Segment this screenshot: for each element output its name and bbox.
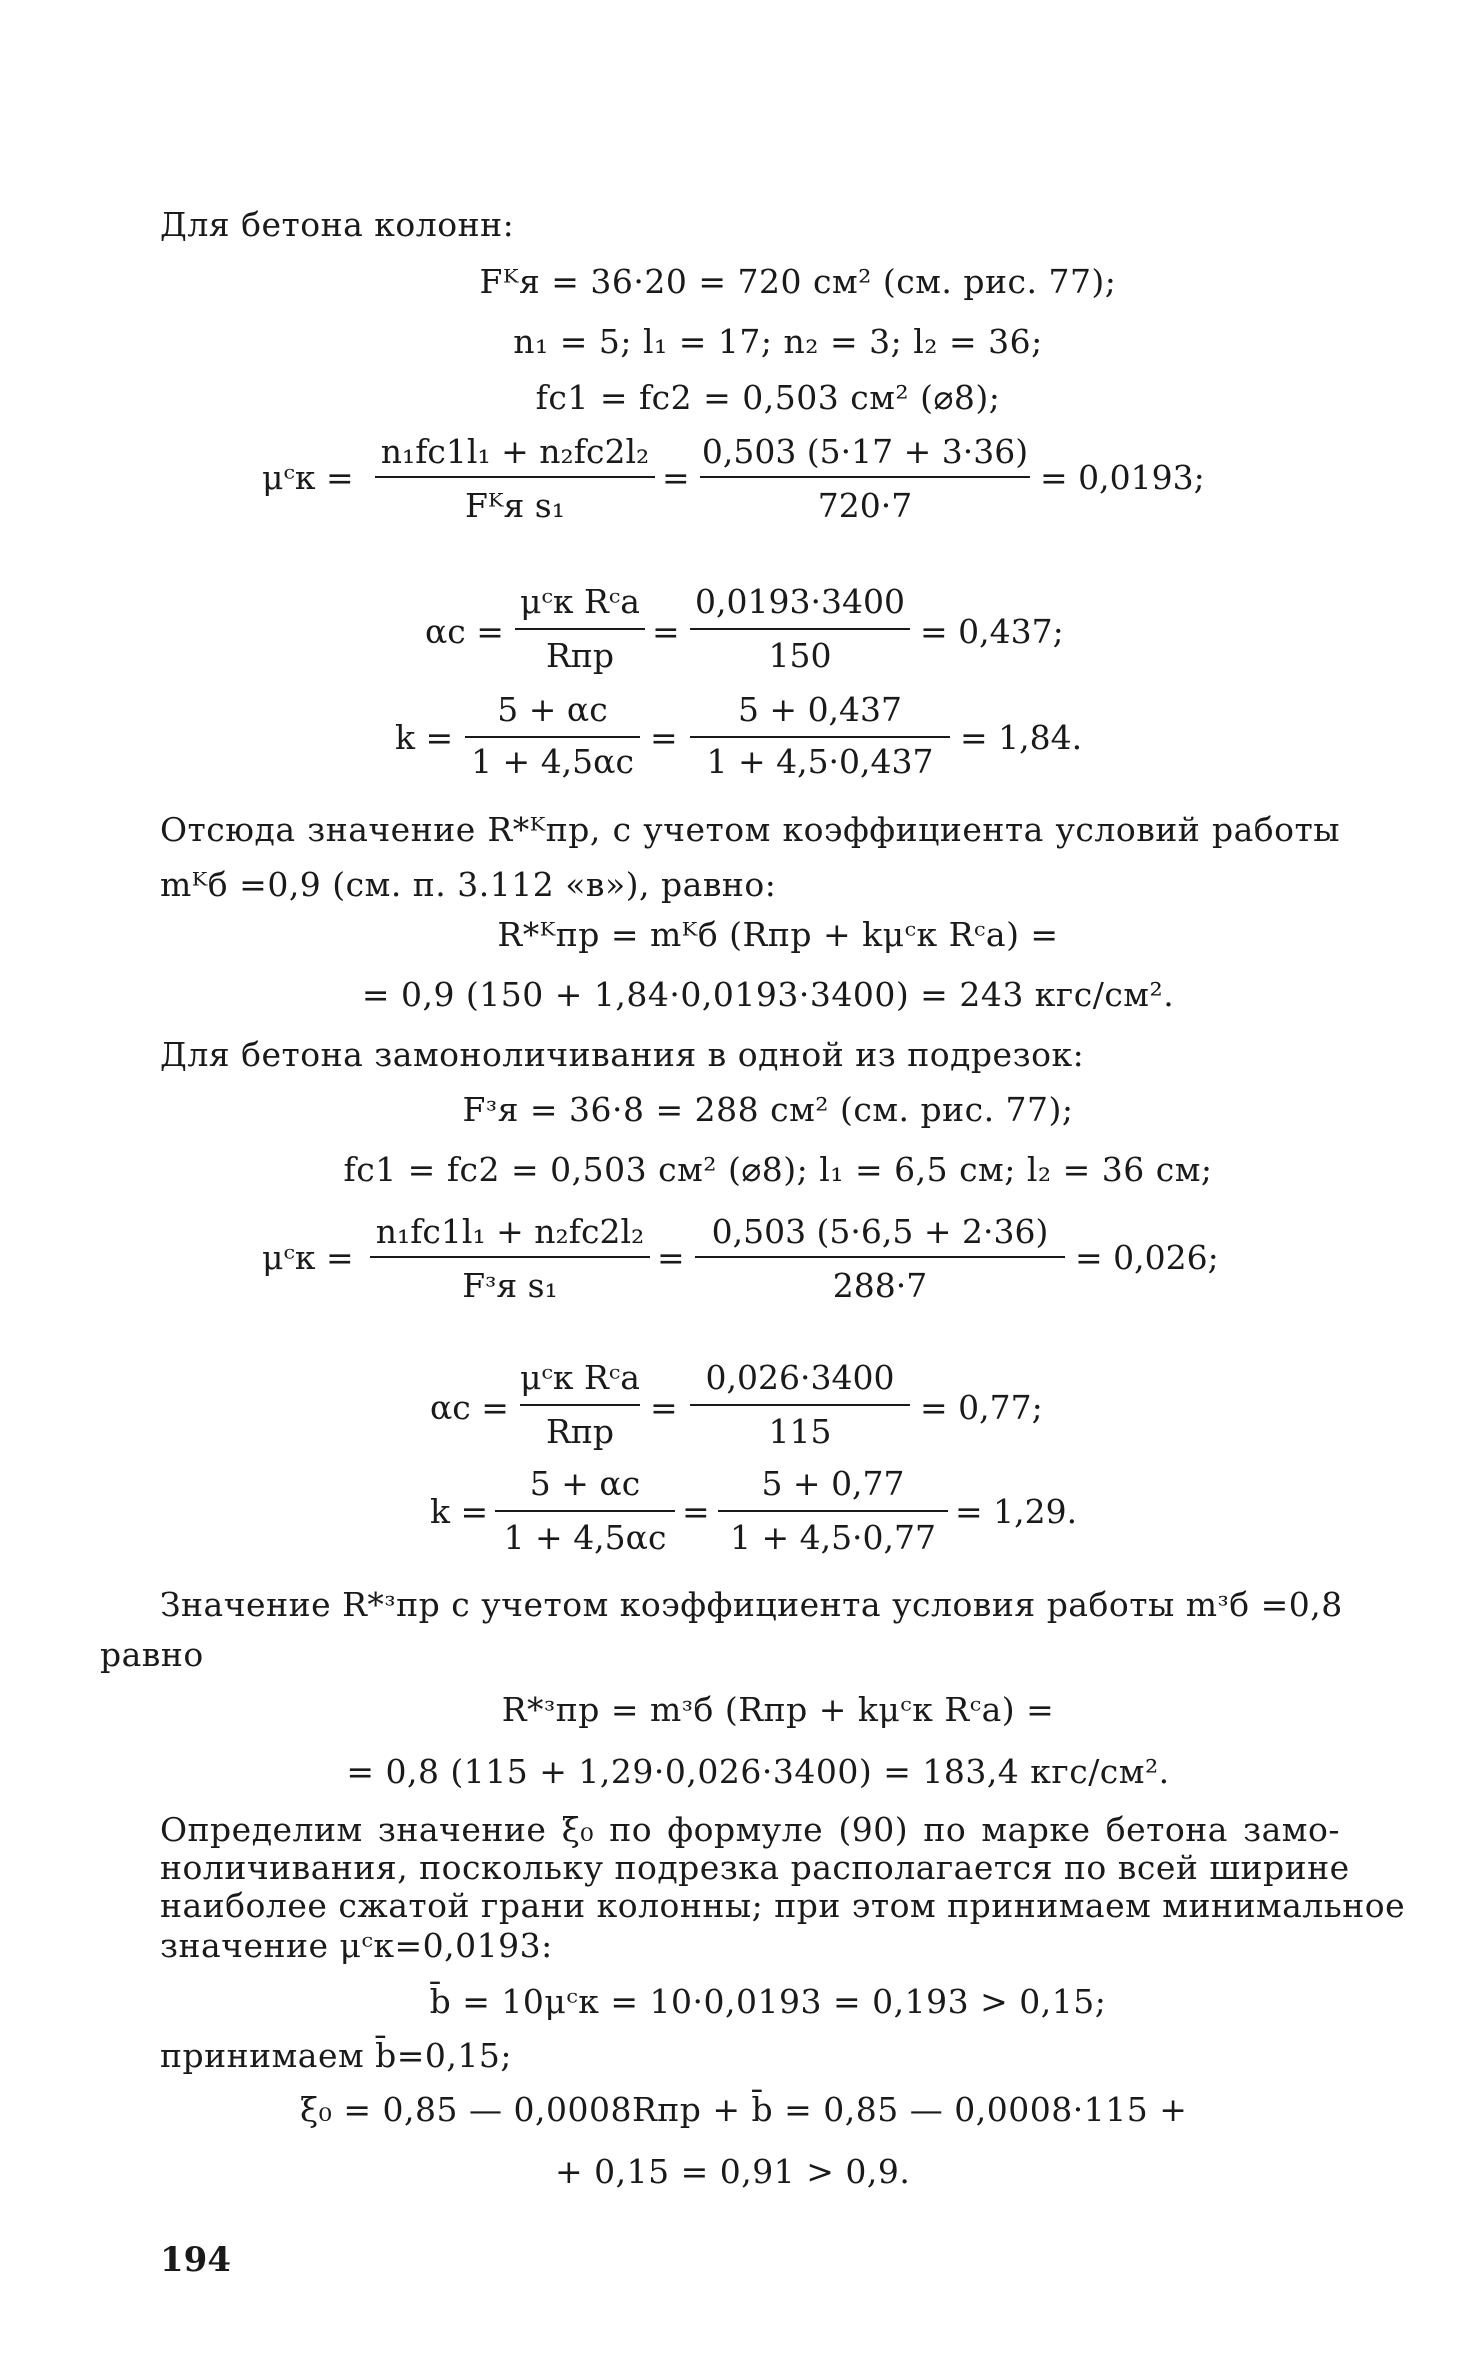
k-z-lhs: k = [430,1492,489,1531]
mu-z-lhs: μᶜк = [262,1238,354,1277]
eq-R-columns-1: R*ᴷпр = mᴷб (Rпр + kμᶜк Rᶜа) = [497,915,1059,954]
k-z-denominator: 1 + 4,5αс [503,1518,667,1557]
alpha-denominator: Rпр [546,636,614,675]
paragraph-line-3: наиболее сжатой грани колонны; при этом принимаем минимальное [160,1886,1406,1925]
mu-k-denominator: Fᴷя s₁ [465,486,565,525]
eq-xi-2: + 0,15 = 0,91 > 0,9. [555,2152,911,2191]
mu-z-numerator-values: 0,503 (5·6,5 + 2·36) [711,1212,1049,1251]
fraction-bar [370,1256,650,1258]
alpha-z-denominator-values: 115 [768,1412,832,1451]
eq-area-columns: Fᴷя = 36·20 = 720 см² (см. рис. 77); [479,262,1117,301]
mu-k-numerator: n₁fс1l₁ + n₂fс2l₂ [380,432,650,471]
k-denominator: 1 + 4,5αс [471,742,634,781]
paragraph-line-4: значение μᶜк=0,0193: [160,1926,553,1965]
fraction-bar [690,1404,910,1406]
k-denominator-values: 1 + 4,5·0,437 [706,742,934,781]
alpha-result: = 0,437; [920,612,1064,651]
eq-bar-area-monolith: fс1 = fс2 = 0,503 см² (⌀8); l₁ = 6,5 см; l₂ = 36 см; [343,1150,1213,1189]
equals-sign: = [662,458,690,497]
text-hence-value-cont: mᴷб =0,9 (см. п. 3.112 «в»), равно: [160,865,777,904]
k-z-numerator-values: 5 + 0,77 [761,1464,905,1503]
fraction-bar [718,1510,948,1512]
mu-z-denominator-values: 288·7 [832,1266,928,1305]
equals-sign: = [650,1388,678,1427]
eq-xi-1: ξ₀ = 0,85 — 0,0008Rпр + b̄ = 0,85 — 0,0008·115 + [300,2090,1188,2129]
equals-sign: = [682,1492,710,1531]
k-numerator-values: 5 + 0,437 [737,690,903,729]
fraction-bar [465,736,640,738]
eq-area-monolith: Fᶟя = 36·8 = 288 см² (см. рис. 77); [462,1090,1074,1129]
equals-sign: = [652,612,680,651]
eq-R-columns-2: = 0,9 (150 + 1,84·0,0193·3400) = 243 кгс/см². [361,975,1175,1014]
eq-R-monolith-2: = 0,8 (115 + 1,29·0,026·3400) = 183,4 кгс/см². [346,1752,1170,1791]
mu-z-result: = 0,026; [1075,1238,1219,1277]
fraction-bar [515,628,645,630]
mu-z-numerator: n₁fс1l₁ + n₂fс2l₂ [375,1212,645,1251]
fraction-bar [375,476,655,478]
fraction-bar [690,736,950,738]
alpha-lhs: αс = [425,612,504,651]
mu-k-result: = 0,0193; [1040,458,1205,497]
heading-columns: Для бетона колонн: [160,205,515,244]
alpha-numerator: μᶜк Rᶜа [520,582,640,621]
paragraph-line-1: Определим значение ξ₀ по формуле (90) по марке бетона замо- [160,1810,1340,1849]
alpha-z-result: = 0,77; [920,1388,1043,1427]
alpha-z-numerator-values: 0,026·3400 [705,1358,895,1397]
fraction-bar [495,1510,675,1512]
fraction-bar [695,1256,1065,1258]
mu-k-denominator-values: 720·7 [817,486,913,525]
mu-z-denominator: Fᶟя s₁ [462,1266,558,1305]
eq-b: b̄ = 10μᶜк = 10·0,0193 = 0,193 > 0,15; [429,1982,1107,2021]
k-lhs: k = [395,718,454,757]
text-value-monolith-cont: равно [100,1635,204,1674]
eq-bar-area: fс1 = fс2 = 0,503 см² (⌀8); [535,378,1001,417]
equals-sign: = [650,718,678,757]
text-hence-value: Отсюда значение R*ᴷпр, с учетом коэффициента условий работы [160,810,1340,849]
eq-bar-counts: n₁ = 5; l₁ = 17; n₂ = 3; l₂ = 36; [513,322,1043,361]
k-z-denominator-values: 1 + 4,5·0,77 [729,1518,937,1557]
paragraph-line-2: ноличивания, поскольку подрезка располагается по всей ширине [160,1848,1350,1887]
alpha-z-numerator: μᶜк Rᶜа [520,1358,640,1397]
k-result: = 1,84. [960,718,1083,757]
mu-k-lhs: μᶜк = [262,458,354,497]
mu-k-numerator-values: 0,503 (5·17 + 3·36) [701,432,1029,471]
alpha-z-denominator: Rпр [546,1412,614,1451]
k-z-numerator: 5 + αс [529,1464,641,1503]
k-z-result: = 1,29. [955,1492,1078,1531]
alpha-z-lhs: αс = [430,1388,509,1427]
fraction-bar [700,476,1030,478]
k-numerator: 5 + αс [497,690,608,729]
alpha-numerator-values: 0,0193·3400 [695,582,905,621]
heading-monolith: Для бетона замоноличивания в одной из подрезок: [160,1035,1085,1074]
text-accept-b: принимаем b̄=0,15; [160,2036,513,2075]
alpha-denominator-values: 150 [768,636,832,675]
fraction-bar [520,1404,640,1406]
text-value-monolith: Значение R*ᶟпр с учетом коэффициента условия работы mᶟб =0,8 [160,1585,1343,1624]
fraction-bar [690,628,910,630]
equals-sign: = [657,1238,685,1277]
eq-R-monolith-1: R*ᶟпр = mᶟб (Rпр + kμᶜк Rᶜа) = [501,1690,1055,1729]
page-number: 194 [160,2240,231,2280]
